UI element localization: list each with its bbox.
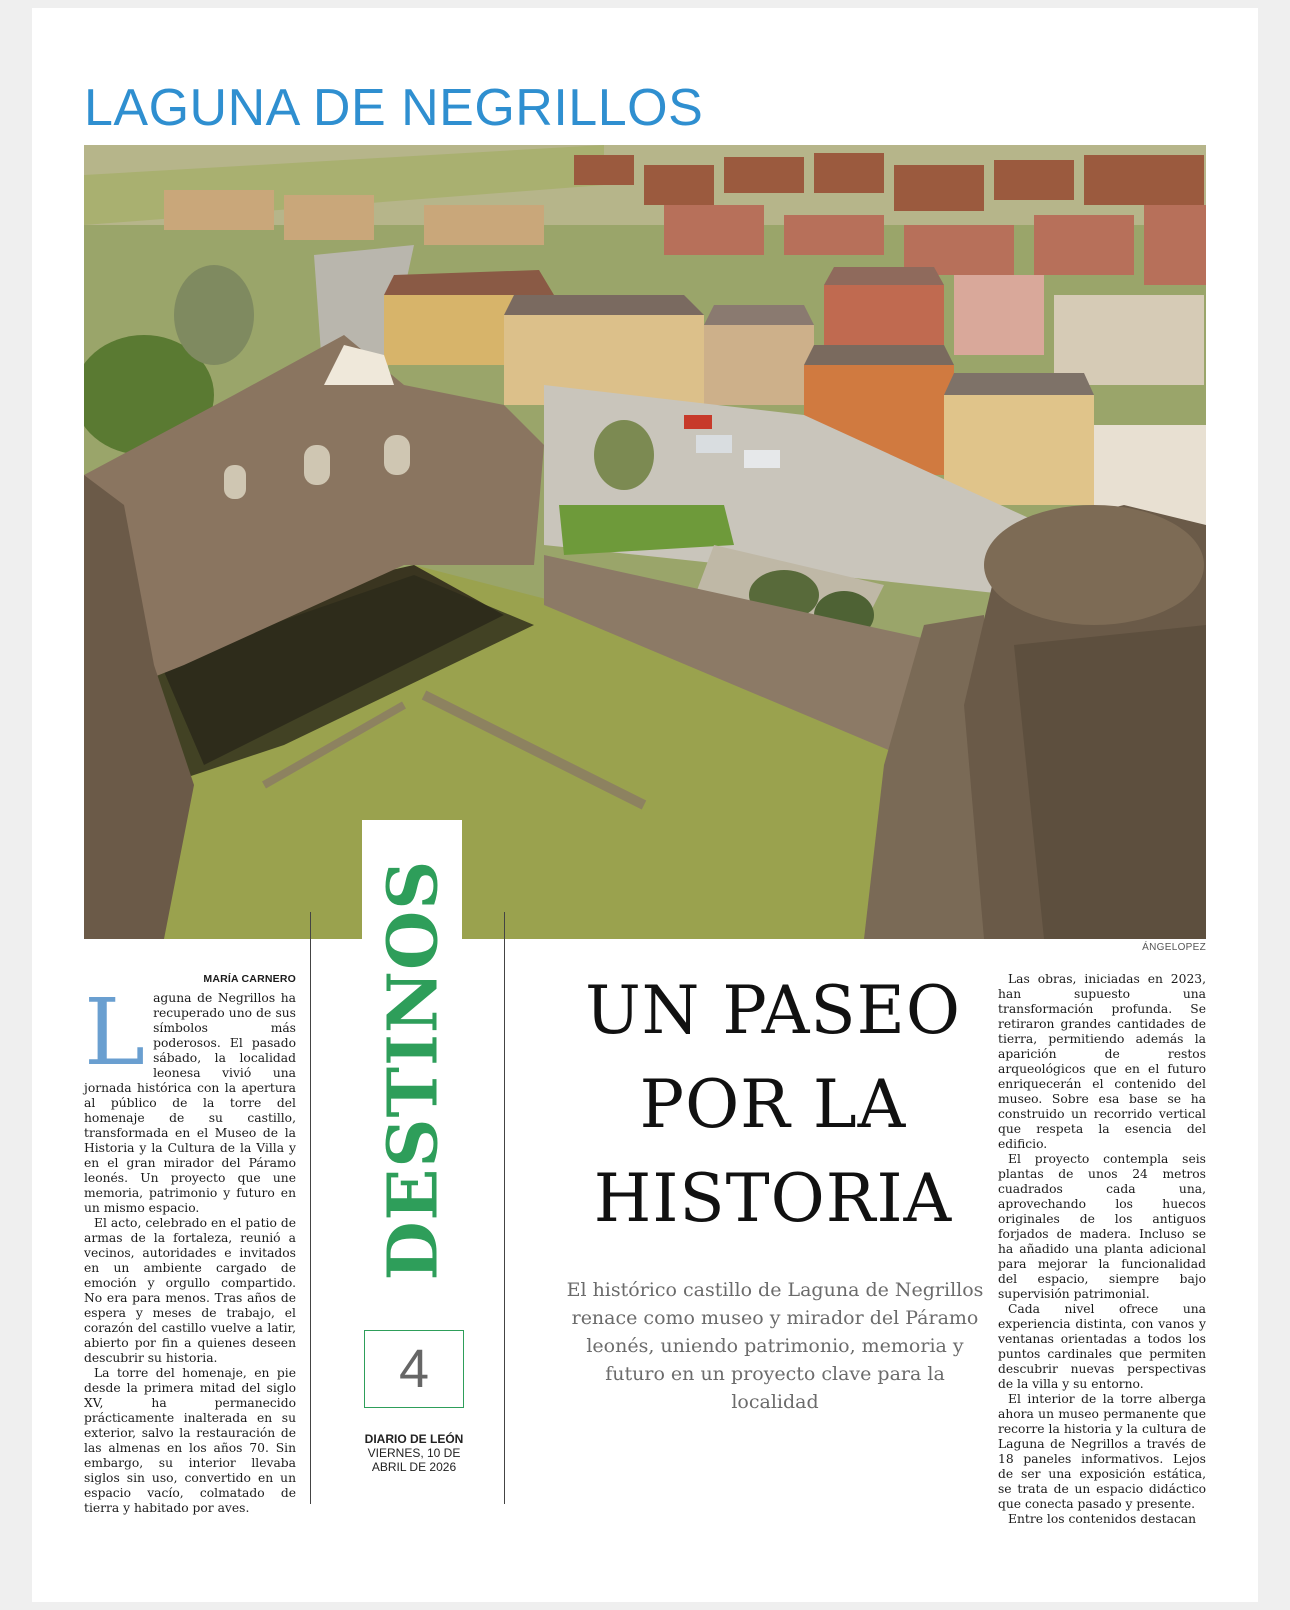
article-column-3 [998, 972, 1206, 1527]
headline-line: HISTORIA [593, 1160, 953, 1237]
article-paragraph: El interior de la torre alberga ahora un museo permanente que recorre la historia y la cultura de Laguna de Negrillos a través de 18 paneles informativos. Lejos de ser una exposición estática, se trata de un espacio didáctico que conecta pasado y presente. [998, 1392, 1206, 1511]
article-paragraph: El proyecto contempla seis plantas de unos 24 metros cuadrados cada una, aprovechando los huecos originales de los antiguos forjados de madera. Incluso se ha añadido una planta adicional para mejorar la funcionalidad del espacio, siempre bajo supervisión patrimonial. [998, 1152, 1206, 1301]
article-column-1 [84, 972, 296, 1516]
section-title: LAGUNA DE NEGRILLOS [84, 79, 704, 137]
headline [544, 964, 1002, 1246]
photo-illustration [84, 145, 1206, 939]
article-paragraph: El acto, celebrado en el patio de armas de la fortaleza, reunió a vecinos, autoridades e invitados en un ambiente cargado de emoción y orgullo compartido. No era para menos. Tras años de espera y meses de trabajo, el corazón del castillo vuelve a latir, abierto por fin a quienes deseen descubrir su historia. [84, 1216, 296, 1365]
page-number: 4 [364, 1330, 464, 1408]
column-rule-left [310, 912, 311, 1504]
section-label-text: DESTINOS [373, 859, 454, 1281]
byline: MARÍA CARNERO [203, 973, 296, 985]
article-paragraph: La torre del homenaje, en pie desde la primera mitad del siglo XV, ha permanecido prácticamente inalterada en su exterior, salvo la restauración de las almenas en los años 70. Sin embargo, su interior llevaba siglos sin uso, convertido en un espacio vacío, colmatado de tierra y habitado por aves. [84, 1366, 296, 1515]
photo-credit: ÁNGELOPEZ [1142, 942, 1206, 953]
headline-line: POR LA [639, 1066, 907, 1143]
masthead [352, 1432, 476, 1474]
paper-name: DIARIO DE LEÓN [364, 1432, 464, 1446]
castle-aerial-photo [84, 145, 1206, 939]
section-label [368, 830, 458, 1310]
issue-date: VIERNES, 10 DE ABRIL DE 2026 [367, 1446, 461, 1474]
article-paragraph: Laguna de Negrillos ha recuperado uno de sus símbolos más poderosos. El pasado sábado, la localidad leonesa vivió una jornada histórica con la apertura al público de la torre del homenaje de su castillo, transformada en el Museo de la Historia y la Cultura de la Villa y en el gran mirador del Páramo leonés. Un proyecto que une memoria, patrimonio y futuro en un mismo espacio. [84, 979, 296, 1215]
newspaper-page [32, 8, 1258, 1602]
article-paragraph: Cada nivel ofrece una experiencia distinta, con vanos y ventanas orientadas a todos los puntos cardinales que permiten descubrir nuevas perspectivas de la villa y su entorno. [998, 1302, 1206, 1391]
section-label-box [362, 820, 462, 1330]
drop-cap: L [84, 979, 146, 1086]
article-paragraph: Entre los contenidos destacan [1008, 1512, 1197, 1526]
headline-line: UN PASEO [585, 972, 961, 1049]
subtitle: El histórico castillo de Laguna de Negrillos renace como museo y mirador del Páramo leonés, uniendo patrimonio, memoria y futuro en un proyecto clave para la localidad [566, 1279, 984, 1413]
column-rule-right [504, 912, 505, 1504]
article-paragraph: Las obras, iniciadas en 2023, han supuesto una transformación profunda. Se retiraron grandes cantidades de tierra, permitiendo además la aparición de restos arqueológicos que en el futuro enriquecerán el contenido del museo. Sobre esa base se ha construido un recorrido vertical que respeta la esencia del edificio. [998, 972, 1206, 1151]
